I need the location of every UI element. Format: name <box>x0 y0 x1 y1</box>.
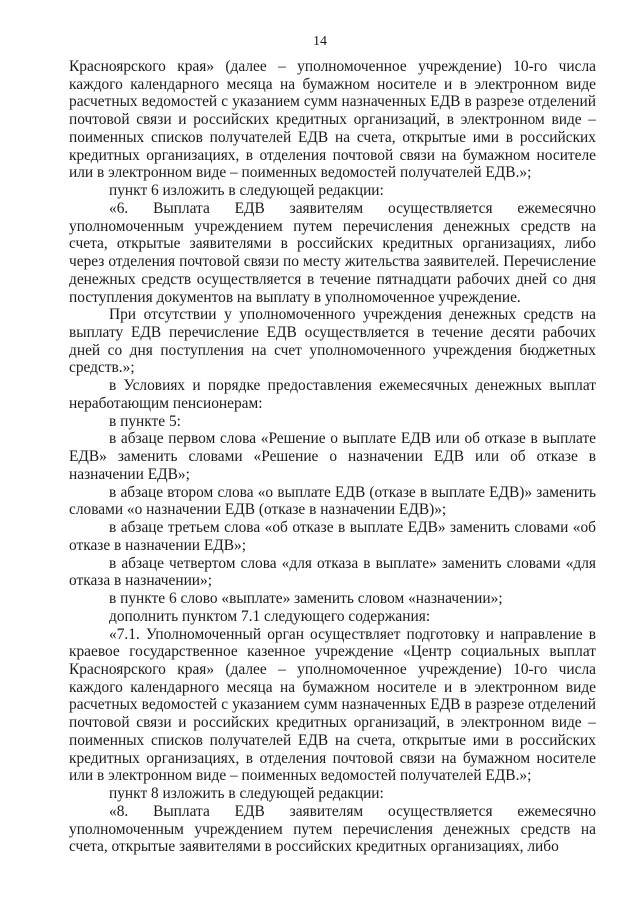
paragraph: Красноярского края» (далее – уполномоченное учреждение) 10-го числа каждого календарного месяца на бумажном носителе и в электронном виде расчетных ведомостей с указанием сумм назначенных ЕДВ в разрезе отделений почтовой связи и российских кредитных организаций, в электронном виде – поименных списков получателей ЕДВ на счета, открытые ими в российских кредитных организациях, в отделения почтовой связи на бумажном носителе или в электронном виде – поименных ведомостей получателей ЕДВ.»; <box>69 58 596 182</box>
paragraph: дополнить пунктом 7.1 следующего содержания: <box>109 607 431 625</box>
paragraph: в пункте 6 слово «выплате» заменить словом «назначении»; <box>109 590 503 608</box>
paragraph: пункт 8 изложить в следующей редакции: <box>109 785 384 803</box>
paragraph: «6. Выплата ЕДВ заявителям осуществляется ежемесячно уполномоченным учреждением путем перечисления денежных средств на счета, открытые заявителями в российских кредитных организациях, либо через отделения почтовой связи по месту жительства заявителей. Перечисление денежных средств осуществляется в течение пятнадцати рабочих дней со дня поступления документов на выплату в уполномоченное учреждение. <box>69 199 596 306</box>
paragraph: в абзаце втором слова «о выплате ЕДВ (отказе в выплате ЕДВ)» заменить словами «о назначении ЕДВ (отказе в назначении ЕДВ)»; <box>69 483 596 519</box>
paragraph: пункт 6 изложить в следующей редакции: <box>109 182 384 200</box>
document-body <box>69 58 596 856</box>
paragraph: «8. Выплата ЕДВ заявителям осуществляется ежемесячно уполномоченным учреждением путем перечисления денежных средств на счета, открытые заявителями в российских кредитных организациях, либо <box>69 802 596 856</box>
page-number: 14 <box>313 34 327 49</box>
paragraph: в абзаце первом слова «Решение о выплате ЕДВ или об отказе в выплате ЕДВ» заменить словами «Решение о назначении ЕДВ или об отказе в назначении ЕДВ»; <box>69 430 596 483</box>
paragraph: в абзаце третьем слова «об отказе в выплате ЕДВ» заменить словами «об отказе в назначении ЕДВ»; <box>69 519 596 554</box>
paragraph: в абзаце четвертом слова «для отказа в выплате» заменить словами «для отказа в назначении»; <box>69 554 596 590</box>
paragraph: «7.1. Уполномоченный орган осуществляет подготовку и направление в краевое государственное казенное учреждение «Центр социальных выплат Красноярского края» (далее – уполномоченное учреждение) 10-го числа каждого календарного месяца на бумажном носителе и в электронном виде расчетных ведомостей с указанием сумм назначенных ЕДВ в разрезе отделений почтовой связи и российских кредитных организаций, в электронном виде – поименных списков получателей ЕДВ на счета, открытые ими в российских кредитных организациях, в отделения почтовой связи на бумажном носителе или в электронном виде – поименных ведомостей получателей ЕДВ.»; <box>69 625 596 785</box>
paragraph: При отсутствии у уполномоченного учреждения денежных средств на выплату ЕДВ перечисление ЕДВ осуществляется в течение десяти рабочих дней со дня поступления на счет уполномоченного учреждения бюджетных средств.»; <box>69 306 596 377</box>
paragraph: в пункте 5: <box>109 412 181 430</box>
paragraph: в Условиях и порядке предоставления ежемесячных денежных выплат неработающим пенсионерам: <box>69 377 596 412</box>
